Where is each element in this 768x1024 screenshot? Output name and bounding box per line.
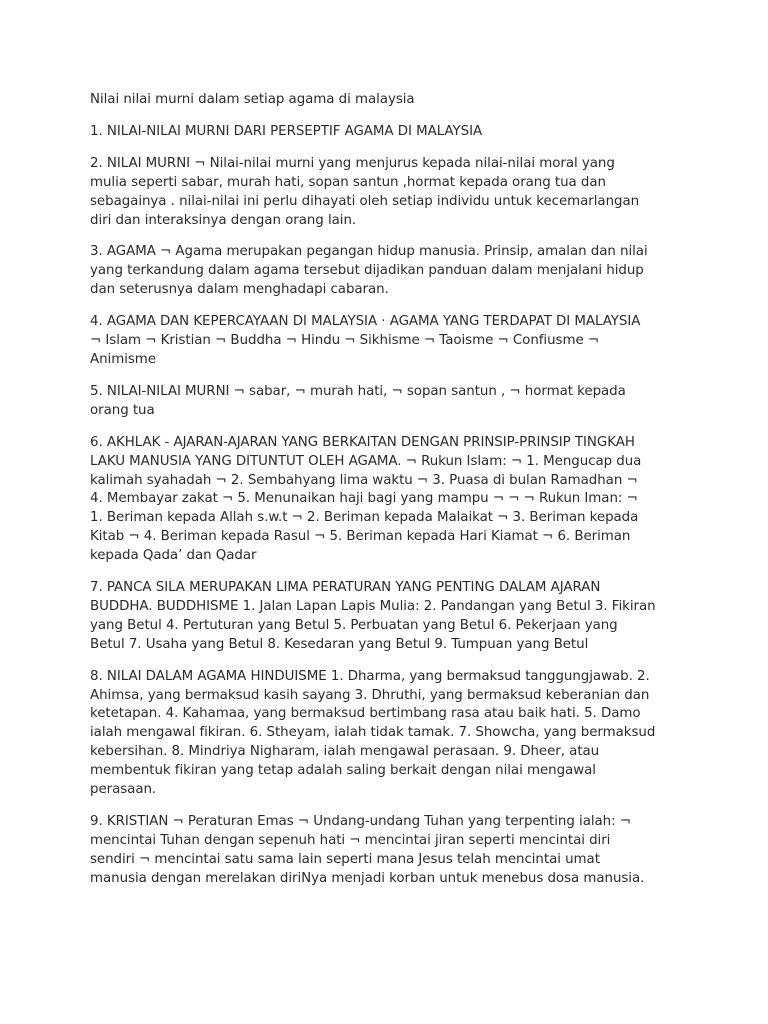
paragraph-section-1: 1. NILAI-NILAI MURNI DARI PERSEPTIF AGAMA DI MALAYSIA bbox=[90, 123, 483, 139]
paragraph-section-2: 2. NILAI MURNI ¬ Nilai-nilai murni yang menjurus kepada nilai-nilai moral yang mulia seperti sabar, murah hati, sopan santun ,hormat kepada orang tua dan sebagainya . nilai-nilai ini perlu dihayati oleh setiap individu untuk kecemarlangan diri dan interaksinya dengan orang lain. bbox=[90, 155, 640, 228]
paragraph-section-4: 4. AGAMA DAN KEPERCAYAAN DI MALAYSIA · AGAMA YANG TERDAPAT DI MALAYSIA ¬ Islam ¬ Kristian ¬ Buddha ¬ Hindu ¬ Sikhisme ¬ Taoisme ¬ Confiusme ¬ Animisme bbox=[90, 314, 641, 367]
paragraph-section-3: 3. AGAMA ¬ Agama merupakan pegangan hidup manusia. Prinsip, amalan dan nilai yang terkandung dalam agama tersebut dijadikan panduan dalam menjalani hidup dan seterusnya dalam menghadapi cabaran. bbox=[90, 244, 648, 298]
paragraph-section-5: 5. NILAI-NILAI MURNI ¬ sabar, ¬ murah hati, ¬ sopan santun , ¬ hormat kepada orang tua bbox=[90, 383, 626, 418]
paragraph-section-7: 7. PANCA SILA MERUPAKAN LIMA PERATURAN YANG PENTING DALAM AJARAN BUDDHA. BUDDHISME 1. Jalan Lapan Lapis Mulia: 2. Pandangan yang Betul 3. Fikiran yang Betul 4. Pertuturan yang Betul 5. Perbuatan yang Betul 6. Pekerjaan yang Betul 7. Usaha yang Betul 8. Kesedaran yang Betul 9. Tumpuan yang Betul bbox=[90, 580, 656, 652]
document-page bbox=[90, 91, 690, 902]
paragraph-section-9: 9. KRISTIAN ¬ Peraturan Emas ¬ Undang-undang Tuhan yang terpenting ialah: ¬ mencintai Tuhan dengan sepenuh hati ¬ mencintai jiran seperti mencintai diri sendiri ¬ mencintai satu sama lain seperti mana Jesus telah mencintai umat manusia dengan merelakan diriNya menjadi korban untuk menebus dosa manusia. bbox=[90, 814, 645, 886]
paragraph-section-6: 6. AKHLAK - AJARAN-AJARAN YANG BERKAITAN DENGAN PRINSIP-PRINSIP TINGKAH LAKU MANUSIA YANG DITUNTUT OLEH AGAMA. ¬ Rukun Islam: ¬ 1. Mengucap dua kalimah syahadah ¬ 2. Sembahyang lima waktu ¬ 3. Puasa di bulan Ramadhan ¬ 4. Membayar zakat ¬ 5. Menunaikan haji bagi yang mampu ¬ ¬ ¬ Rukun Iman: ¬ 1. Beriman kepada Allah s.w.t ¬ 2. Beriman kepada Malaikat ¬ 3. Beriman kepada Kitab ¬ 4. Beriman kepada Rasul ¬ 5. Beriman kepada Hari Kiamat ¬ 6. Beriman kepada Qada’ dan Qadar bbox=[90, 434, 642, 564]
paragraph-section-8: 8. NILAI DALAM AGAMA HINDUISME 1. Dharma, yang bermaksud tanggungjawab. 2. Ahimsa, yang bermaksud kasih sayang 3. Dhruthi, yang bermaksud keberanian dan ketetapan. 4. Kahamaa, yang bermaksud bertimbang rasa atau baik hati. 5. Damo ialah mengawal fikiran. 6. Stheyam, ialah tidak tamak. 7. Showcha, yang bermaksud kebersihan. 8. Mindriya Nigharam, ialah mengawal perasaan. 9. Dheer, atau membentuk fikiran yang tetap adalah saling berkait dengan nilai mengawal perasaan. bbox=[90, 668, 656, 798]
document-title: Nilai nilai murni dalam setiap agama di malaysia bbox=[90, 92, 415, 107]
